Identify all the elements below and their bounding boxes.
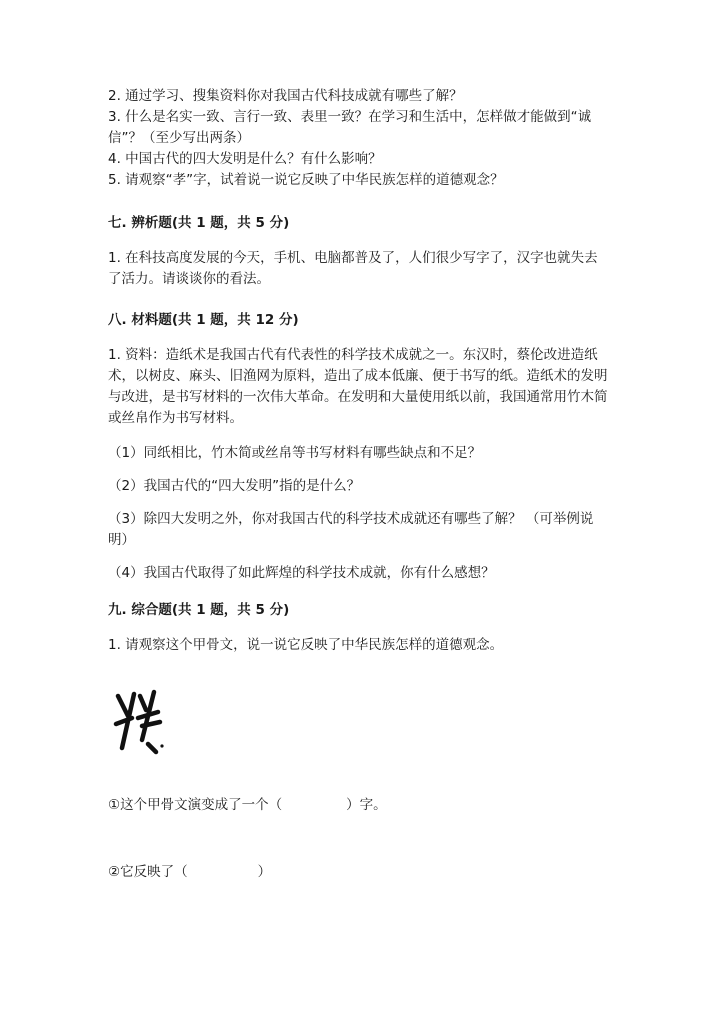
section-9-question-1: 1. 请观察这个甲骨文，说一说它反映了中华民族怎样的道德观念。 — [108, 637, 504, 653]
document-page — [108, 86, 608, 883]
question-3: 3. 什么是名实一致、言行一致、表里一致？在学习和生活中，怎样做才能做到“诚信”？（至少写出两条） — [108, 109, 592, 146]
section-7-title: 七. 辨析题(共 1 题，共 5 分) — [108, 215, 290, 231]
fill-blank-1-prefix: ①这个甲骨文演变成了一个（ — [108, 797, 283, 813]
section-8-material: 1. 资料：造纸术是我国古代有代表性的科学技术成就之一。东汉时，蔡伦改进造纸术，以树皮、麻头、旧渔网为原料，造出了成本低廉、便于书写的纸。造纸术的发明与改进，是书写材料的一次伟大革命。在发明和大量使用纸以前，我国通常用竹木简或丝帛作为书写材料。 — [108, 347, 608, 426]
fill-blank-2-prefix: ②它反映了（ — [108, 864, 188, 880]
fill-blank-1 — [108, 795, 608, 816]
section-8-sub-2: （2）我国古代的“四大发明”指的是什么？ — [108, 478, 361, 494]
question-2: 2. 通过学习、搜集资料你对我国古代科技成就有哪些了解？ — [108, 88, 463, 104]
oracle-bone-character-icon — [112, 688, 172, 758]
section-8-sub-3: （3）除四大发明之外，你对我国古代的科学技术成就还有哪些了解？ （可举例说明） — [108, 511, 594, 548]
question-5: 5. 请观察“孝”字，试着说一说它反映了中华民族怎样的道德观念？ — [108, 172, 504, 188]
section-8-title: 八. 材料题(共 1 题，共 12 分) — [108, 312, 299, 328]
section-7-question-1: 1. 在科技高度发展的今天，手机、电脑都普及了，人们很少写字了，汉字也就失去了活力。请谈谈你的看法。 — [108, 250, 598, 287]
question-4: 4. 中国古代的四大发明是什么？有什么影响？ — [108, 151, 382, 167]
fill-blank-1-suffix: ）字。 — [346, 797, 387, 813]
section-9-title: 九. 综合题(共 1 题，共 5 分) — [108, 602, 290, 618]
section-8-sub-1: （1）同纸相比，竹木简或丝帛等书写材料有哪些缺点和不足？ — [108, 445, 482, 461]
fill-blank-2-suffix: ） — [257, 864, 272, 880]
fill-blank-2 — [108, 862, 608, 883]
section-8-sub-4: （4）我国古代取得了如此辉煌的科学技术成就，你有什么感想？ — [108, 565, 495, 581]
